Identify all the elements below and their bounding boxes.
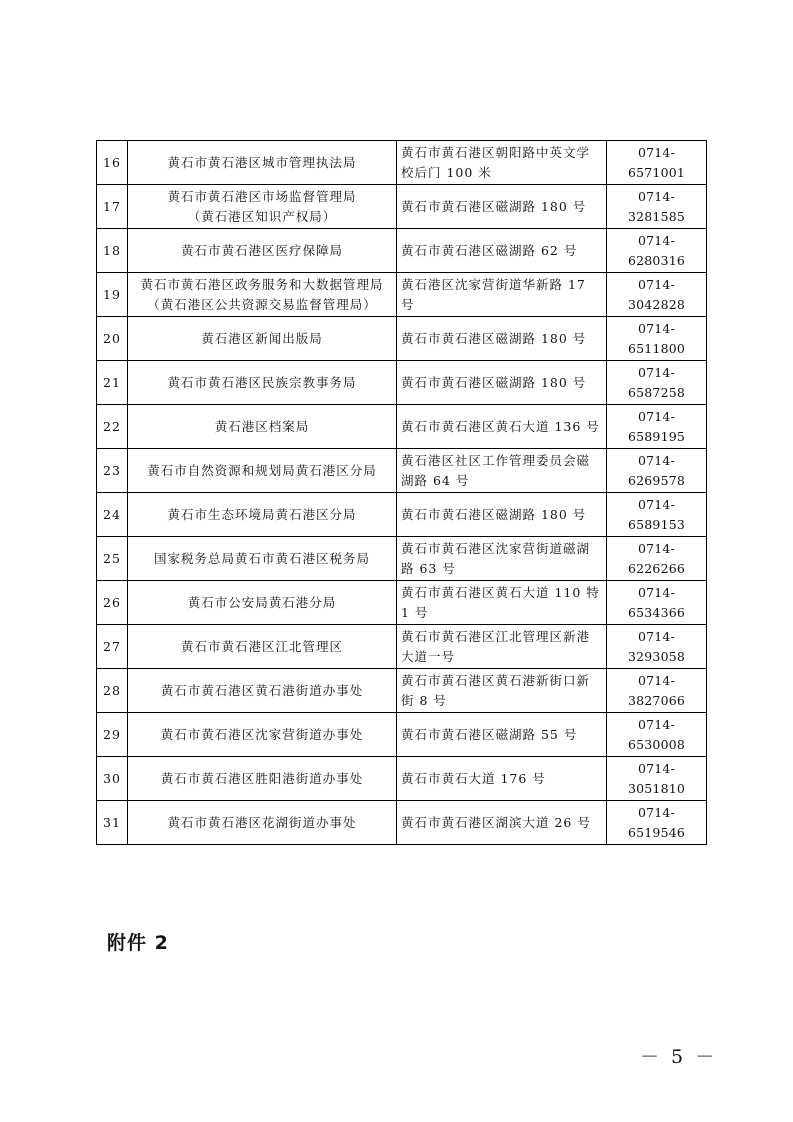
row-number: 27 — [97, 625, 128, 669]
agency-phone: 0714-6587258 — [607, 361, 707, 405]
agency-name-line: 黄石市黄石港区民族宗教事务局 — [167, 374, 357, 390]
agency-address-line: 黄石市黄石港区磁湖路 180 号 — [401, 330, 587, 346]
agency-address — [397, 405, 607, 449]
agency-name — [128, 361, 397, 405]
agency-phone: 0714-3051810 — [607, 757, 707, 801]
agency-address — [397, 449, 607, 493]
table-row — [97, 625, 707, 669]
table-row — [97, 273, 707, 317]
table-row — [97, 581, 707, 625]
agency-address — [397, 185, 607, 229]
agency-name-line: 黄石市自然资源和规划局黄石港区分局 — [147, 462, 377, 478]
agency-phone: 0714-3042828 — [607, 273, 707, 317]
agency-phone: 0714-3281585 — [607, 185, 707, 229]
agency-name-line: 黄石市黄石港区江北管理区 — [180, 638, 343, 654]
page-number: － 5 － — [640, 1046, 718, 1068]
row-number: 21 — [97, 361, 128, 405]
agency-address — [397, 669, 607, 713]
agency-name — [128, 713, 397, 757]
agency-name — [128, 141, 397, 185]
agency-name-line: 黄石市生态环境局黄石港区分局 — [167, 506, 357, 522]
agency-address-line: 校后门 100 米 — [401, 164, 492, 180]
agency-address-line: 号 — [401, 296, 415, 312]
agency-name-line: 黄石市黄石港区医疗保障局 — [180, 242, 343, 258]
agency-name — [128, 801, 397, 845]
agency-name — [128, 449, 397, 493]
agency-address-line: 黄石市黄石港区磁湖路 180 号 — [401, 374, 587, 390]
row-number: 20 — [97, 317, 128, 361]
agency-name-line: 黄石市黄石港区沈家营街道办事处 — [160, 726, 364, 742]
agency-name-line: （黄石港区公共资源交易监督管理局） — [147, 296, 377, 312]
agency-address-line: 黄石市黄石港区江北管理区新港 — [401, 628, 591, 644]
agency-phone: 0714-6269578 — [607, 449, 707, 493]
agency-address — [397, 801, 607, 845]
agency-name — [128, 537, 397, 581]
agency-address-line: 大道一号 — [401, 648, 456, 664]
table-row — [97, 141, 707, 185]
agency-name — [128, 669, 397, 713]
table-row — [97, 449, 707, 493]
agency-address — [397, 317, 607, 361]
table-row — [97, 229, 707, 273]
table-row — [97, 801, 707, 845]
row-number: 28 — [97, 669, 128, 713]
agency-name-line: 黄石市黄石港区城市管理执法局 — [167, 154, 357, 170]
agency-name-line: 黄石港区档案局 — [214, 418, 310, 434]
row-number: 22 — [97, 405, 128, 449]
agency-address-line: 黄石港区社区工作管理委员会磁 — [401, 452, 591, 468]
row-number: 17 — [97, 185, 128, 229]
table-row — [97, 537, 707, 581]
attachment-label: 附件 2 — [107, 932, 169, 954]
agency-address-line: 街 8 号 — [401, 692, 447, 708]
agency-address — [397, 493, 607, 537]
table-row — [97, 317, 707, 361]
agency-name — [128, 493, 397, 537]
agency-address — [397, 713, 607, 757]
agency-address — [397, 273, 607, 317]
row-number: 19 — [97, 273, 128, 317]
agency-address-line: 黄石市黄石港区磁湖路 55 号 — [401, 726, 578, 742]
agency-phone: 0714-3827066 — [607, 669, 707, 713]
agency-address-line: 黄石市黄石港区磁湖路 180 号 — [401, 198, 587, 214]
agency-address-line: 黄石市黄石港区磁湖路 62 号 — [401, 242, 578, 258]
agency-phone: 0714-6519546 — [607, 801, 707, 845]
agency-directory-table — [96, 140, 707, 845]
agency-address-line: 黄石市黄石港区湖滨大道 26 号 — [401, 814, 591, 830]
agency-phone: 0714-6530008 — [607, 713, 707, 757]
agency-address — [397, 757, 607, 801]
row-number: 25 — [97, 537, 128, 581]
agency-name — [128, 757, 397, 801]
agency-address — [397, 361, 607, 405]
table-row — [97, 185, 707, 229]
row-number: 18 — [97, 229, 128, 273]
agency-name-line: 黄石市黄石港区黄石港街道办事处 — [160, 682, 364, 698]
agency-address-line: 路 63 号 — [401, 560, 456, 576]
agency-address-line: 黄石港区沈家营街道华新路 17 — [401, 276, 586, 292]
agency-name-line: 黄石市黄石港区市场监督管理局 — [167, 188, 357, 204]
agency-name-line: 黄石市黄石港区花湖街道办事处 — [167, 814, 357, 830]
table-row — [97, 405, 707, 449]
row-number: 29 — [97, 713, 128, 757]
agency-phone: 0714-6511800 — [607, 317, 707, 361]
row-number: 24 — [97, 493, 128, 537]
agency-address-line: 黄石市黄石港区黄石大道 136 号 — [401, 418, 600, 434]
row-number: 30 — [97, 757, 128, 801]
agency-phone: 0714-6589195 — [607, 405, 707, 449]
table-row — [97, 713, 707, 757]
agency-name-line: 国家税务总局黄石市黄石港区税务局 — [153, 550, 370, 566]
agency-phone: 0714-6226266 — [607, 537, 707, 581]
agency-phone: 0714-3293058 — [607, 625, 707, 669]
agency-name — [128, 317, 397, 361]
agency-name — [128, 185, 397, 229]
agency-name-line: 黄石市黄石港区政务服务和大数据管理局 — [140, 276, 384, 292]
agency-address — [397, 537, 607, 581]
agency-name — [128, 273, 397, 317]
agency-name — [128, 229, 397, 273]
agency-address-line: 1 号 — [401, 604, 429, 620]
table-row — [97, 669, 707, 713]
agency-phone: 0714-6589153 — [607, 493, 707, 537]
agency-address-line: 黄石市黄石港区黄石港新街口新 — [401, 672, 591, 688]
agency-address — [397, 141, 607, 185]
agency-name-line: （黄石港区知识产权局） — [187, 208, 337, 224]
agency-address-line: 黄石市黄石港区沈家营街道磁湖 — [401, 540, 591, 556]
table-row — [97, 493, 707, 537]
agency-name — [128, 625, 397, 669]
row-number: 26 — [97, 581, 128, 625]
agency-address-line: 黄石市黄石港区朝阳路中英文学 — [401, 144, 591, 160]
agency-name — [128, 581, 397, 625]
agency-name-line: 黄石市黄石港区胜阳港街道办事处 — [160, 770, 364, 786]
agency-phone: 0714-6280316 — [607, 229, 707, 273]
row-number: 31 — [97, 801, 128, 845]
agency-address — [397, 229, 607, 273]
agency-address-line: 湖路 64 号 — [401, 472, 470, 488]
agency-phone: 0714-6534366 — [607, 581, 707, 625]
agency-address — [397, 581, 607, 625]
agency-address — [397, 625, 607, 669]
agency-address-line: 黄石市黄石港区黄石大道 110 特 — [401, 584, 600, 600]
table-body — [97, 141, 707, 845]
table-row — [97, 757, 707, 801]
agency-name-line: 黄石港区新闻出版局 — [201, 330, 323, 346]
agency-phone: 0714-6571001 — [607, 141, 707, 185]
agency-address-line: 黄石市黄石港区磁湖路 180 号 — [401, 506, 587, 522]
row-number: 16 — [97, 141, 128, 185]
table-row — [97, 361, 707, 405]
agency-name-line: 黄石市公安局黄石港分局 — [187, 594, 337, 610]
row-number: 23 — [97, 449, 128, 493]
agency-address-line: 黄石市黄石大道 176 号 — [401, 770, 546, 786]
agency-name — [128, 405, 397, 449]
